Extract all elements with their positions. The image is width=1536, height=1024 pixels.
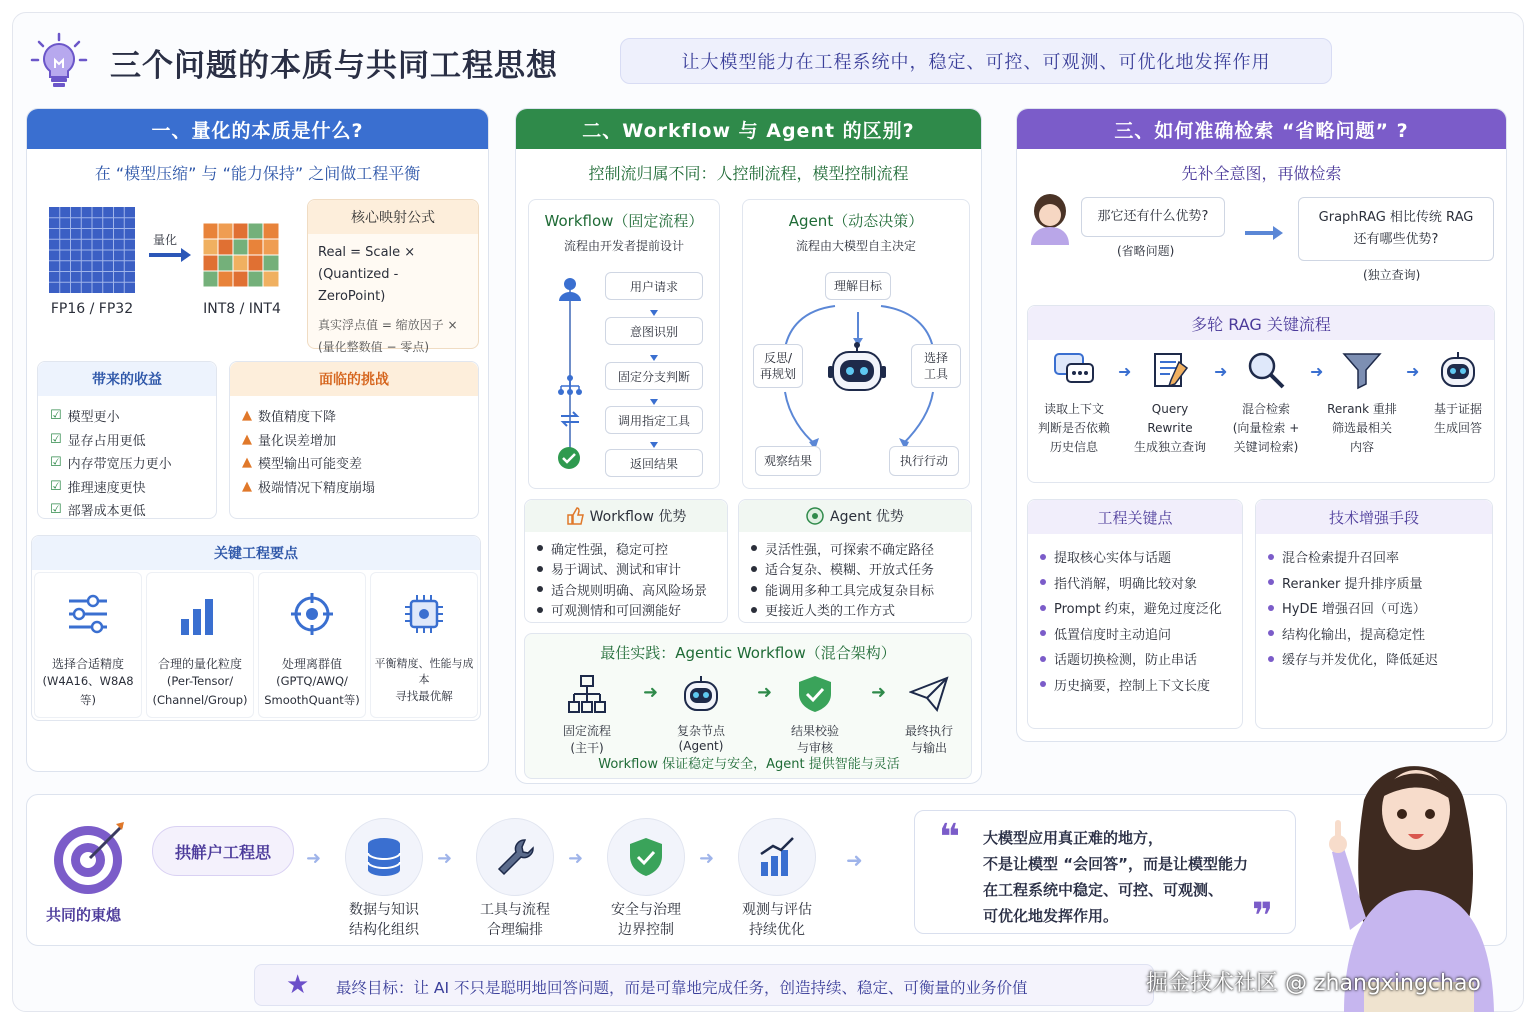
benefit-item [50, 451, 204, 475]
challenge-item [242, 475, 466, 499]
magnifier-icon [1224, 350, 1308, 396]
challenge-item [242, 404, 466, 428]
challenge-text: 极端情况下精度崩塌 [258, 480, 376, 496]
check-icon: ☑ [50, 478, 62, 494]
key-point-line-2: 寻找最优解 [395, 689, 453, 703]
best-step-line-2: (主干) [570, 741, 604, 755]
challenges-card [229, 361, 479, 519]
rag-flow-title: 多轮 RAG 关键流程 [1028, 306, 1494, 340]
agent-node-act: 执行行动 [889, 446, 959, 476]
best-step-line-2: (Agent) [678, 739, 724, 753]
target-icon [52, 820, 128, 896]
arrow-right-icon: ➜ [871, 682, 887, 703]
rag-step-line-3: 内容 [1349, 440, 1374, 454]
tagline-banner: 让大模型能力在工程系统中，稳定、可控、可观测、可优化地发挥作用 [620, 38, 1332, 84]
tech-enhance-item [1268, 621, 1480, 647]
key-point-item [34, 572, 142, 718]
rag-step [1032, 350, 1116, 457]
elliptical-note: (省略问题) [1117, 244, 1175, 258]
common-step-line-1: 数据与知识 [349, 902, 419, 918]
check-icon: ☑ [50, 431, 62, 447]
workflow-adv-item-text: 可观测情和可回溯能好 [551, 604, 682, 620]
engineering-points-list [1028, 534, 1242, 707]
formula-card [307, 199, 479, 354]
common-label: 共同的東熄 [46, 906, 122, 924]
elliptical-question-bubble: 那它还有什么优势? [1081, 197, 1225, 237]
workflow-panel [515, 108, 982, 784]
common-step-line-1: 观测与评估 [742, 902, 812, 918]
arrow-right-icon [1243, 223, 1287, 243]
tech-enhance-list [1256, 534, 1492, 682]
common-step-line-1: 安全与治理 [611, 902, 681, 918]
engineering-points-title: 工程关键点 [1028, 500, 1242, 534]
best-step-line-1: 最终执行 [904, 724, 953, 738]
page-title: 三个问题的本质与共同工程思想 [110, 48, 558, 84]
rag-flow-card [1027, 305, 1495, 483]
quote-line: 不是让模型 “会回答”，而是让模型能力 [983, 855, 1248, 873]
workflow-adv-title: Workflow 优势 [589, 509, 687, 525]
arrow-right-icon: ➜ [1118, 362, 1132, 381]
woman-avatar-icon [1027, 193, 1073, 245]
agent-sub: 流程由大模型自主决定 [795, 239, 916, 253]
close-quote-icon: ❞ [1251, 896, 1273, 937]
bullet-dot [1040, 579, 1046, 585]
workflow-subtitle: 控制流归属不同：人控制流程，模型控制流程 [588, 164, 909, 183]
benefit-item [50, 498, 204, 522]
quantization-heading: 一、量化的本质是什么? [27, 109, 488, 149]
agent-adv-title: Agent 优势 [830, 509, 904, 525]
warning-icon: ▲ [242, 431, 252, 447]
rag-step-line-1: 混合检索 [1241, 402, 1290, 416]
check-circle-icon [557, 446, 581, 470]
engineering-point-item-text: 话题切换检测，防止串话 [1054, 653, 1198, 669]
workflow-adv-item-text: 确定性强，稳定可控 [551, 542, 669, 558]
engineering-point-item [1040, 646, 1230, 672]
tech-enhance-item-text: Reranker 提升排序质量 [1282, 576, 1423, 592]
key-point-line-3: (Channel/Group) [152, 693, 248, 707]
check-icon: ☑ [50, 455, 62, 471]
bullet-dot [1040, 681, 1046, 687]
bullet-dot [537, 566, 543, 572]
best-step-line-1: 复杂节点 [676, 724, 725, 738]
wf-step-2: 意图识别 [605, 317, 703, 345]
bullet-dot [751, 566, 757, 572]
wf-step-1: 用户请求 [605, 272, 703, 300]
engineering-point-item [1040, 570, 1230, 596]
arrow-right-icon: ➜ [1214, 362, 1228, 381]
key-point-line-3: SmoothQuant等) [264, 693, 360, 707]
standalone-note: (独立查询) [1363, 268, 1421, 282]
challenge-text: 数值精度下降 [258, 410, 337, 426]
bullet-dot [1268, 605, 1274, 611]
agent-card [742, 199, 970, 489]
agent-node-reflect: 反思/ 再规划 [753, 344, 803, 388]
edit-document-icon [1128, 350, 1212, 396]
arrow-right-icon: ➜ [1406, 362, 1420, 381]
common-step [733, 818, 821, 940]
rag-step-line-3: 历史信息 [1049, 440, 1098, 454]
key-point-line-1: 平衡精度、性能与成本 [374, 657, 474, 686]
benefit-item [50, 404, 204, 428]
star-icon: ★ [286, 970, 310, 1000]
rag-step-line-1: 基于证据 [1433, 402, 1482, 416]
common-step-line-1: 工具与流程 [480, 902, 550, 918]
rag-flow-row [1028, 350, 1496, 480]
wf-step-4: 调用指定工具 [605, 406, 703, 434]
bullet-dot [751, 607, 757, 613]
best-practice-row [525, 674, 973, 756]
arrow-right-icon: ➜ [568, 848, 584, 869]
key-point-line-2: (GPTQ/AWQ/ [276, 674, 348, 688]
best-step-line-2: 与审核 [796, 741, 833, 755]
quantization-panel [26, 108, 489, 772]
workflow-adv-card [524, 499, 728, 623]
rag-step-line-2: 生成独立查询 [1133, 440, 1206, 454]
agent-node-select-tool: 选择 工具 [911, 344, 961, 388]
common-step [340, 818, 428, 940]
bullet-dot [1040, 656, 1046, 662]
bar-chart-icon [147, 591, 253, 645]
retrieval-subtitle: 先补全意图，再做检索 [1181, 164, 1342, 183]
formula-line-3: 真实浮点值 = 缩放因子 × [318, 318, 458, 332]
workflow-heading: 二、Workflow 与 Agent 的区别? [516, 109, 981, 149]
warning-icon: ▲ [242, 408, 252, 424]
best-step-line-1: 结果校验 [790, 724, 839, 738]
workflow-adv-item-text: 适合规则明确、高风险场景 [551, 583, 708, 599]
int-matrix-icon [203, 223, 279, 287]
formula-line-4: (量化整数值 − 零点) [318, 340, 430, 354]
benefit-text: 推理速度更快 [67, 480, 146, 496]
formula-line-1: Real = Scale × [318, 245, 416, 260]
tool-call-icon [557, 408, 583, 430]
warning-icon: ▲ [242, 455, 252, 471]
watermark: 掘金技术社区 @ zhangxingchao [1146, 971, 1481, 996]
goal-text: 最终目标：让 AI 不只是聪明地回答问题，而是可靠地完成任务，创造持续、稳定、可衡量的业务价值 [336, 979, 1028, 997]
bullet-dot [1268, 630, 1274, 636]
wf-step-3: 固定分支判断 [605, 362, 703, 390]
formula-title: 核心映射公式 [308, 200, 478, 234]
benefits-list [38, 396, 216, 530]
shield-check-icon [607, 818, 685, 896]
benefit-item [50, 475, 204, 499]
rag-step-line-2: (向量检索 + [1232, 421, 1300, 435]
workflow-adv-item [537, 600, 715, 621]
tech-enhance-item-text: 结构化输出，提高稳定性 [1282, 627, 1426, 643]
sliders-icon [35, 591, 141, 645]
key-points-row [32, 570, 480, 720]
challenge-item [242, 428, 466, 452]
challenge-text: 模型输出可能变差 [258, 457, 363, 473]
quote-text [983, 825, 1248, 929]
database-icon [345, 818, 423, 896]
chip-icon [371, 591, 477, 645]
quantization-subtitle: 在 “模型压缩” 与 “能力保持” 之间做工程平衡 [94, 164, 421, 183]
common-step-line-2: 持续优化 [749, 922, 805, 938]
lightbulb-icon [30, 32, 88, 90]
best-practice-title: 最佳实践：Agentic Workflow（混合架构） [600, 644, 896, 662]
engineering-point-item [1040, 621, 1230, 647]
paper-plane-icon [889, 674, 969, 718]
bullet-dot [1268, 554, 1274, 560]
workflow-fixed-sub: 流程由开发者提前设计 [563, 239, 684, 253]
key-points-card [31, 535, 481, 721]
bullet-dot [1268, 656, 1274, 662]
workflow-adv-list [525, 532, 727, 626]
tech-enhance-title: 技术增强手段 [1256, 500, 1492, 534]
agent-adv-card [738, 499, 972, 623]
formula-line-2: (Quantized - ZeroPoint) [318, 267, 399, 304]
funnel-icon [1320, 350, 1404, 396]
standalone-query-line-2: 还有哪些优势? [1353, 232, 1439, 247]
agent-adv-item-text: 灵活性强，可探索不确定路径 [765, 542, 935, 558]
rag-step [1224, 350, 1308, 457]
thumbs-up-icon [566, 507, 584, 525]
retrieval-panel [1016, 108, 1507, 742]
agent-title: Agent（动态决策） [788, 212, 924, 230]
agent-adv-item-text: 适合复杂、模糊、开放式任务 [765, 563, 935, 579]
rag-step-line-1: Query Rewrite [1147, 402, 1193, 435]
key-point-line-1: 处理离群值 [281, 657, 342, 671]
quote-line: 可优化地发挥作用。 [983, 907, 1119, 925]
tech-enhance-item [1268, 544, 1480, 570]
tech-enhance-item-text: HyDE 增强召回（可选） [1282, 602, 1426, 618]
challenges-list [230, 396, 478, 506]
bullet-dot [537, 607, 543, 613]
agent-node-understand: 理解目标 [825, 272, 891, 300]
engineering-point-item-text: 历史摘要，控制上下文长度 [1054, 678, 1211, 694]
wrench-icon [476, 818, 554, 896]
common-step-line-2: 边界控制 [618, 922, 674, 938]
workflow-fixed-title: Workflow（固定流程） [544, 212, 704, 230]
quote-line: 大模型应用真正难的地方， [983, 829, 1164, 847]
benefit-text: 内存带宽压力更小 [67, 457, 172, 473]
engineering-point-item [1040, 672, 1230, 698]
arrow-right-icon: ➜ [757, 682, 773, 703]
common-step-line-2: 合理编排 [487, 922, 543, 938]
down-arrows [647, 300, 661, 450]
benefit-text: 模型更小 [67, 410, 120, 426]
agent-adv-item [751, 600, 959, 621]
quote-line: 在工程系统中稳定、可控、可观测、 [983, 881, 1224, 899]
engineering-point-item-text: 指代消解，明确比较对象 [1054, 576, 1198, 592]
benefit-item [50, 428, 204, 452]
rag-step-line-3: 关键词检索) [1233, 440, 1299, 454]
arrow-right-icon: ➜ [846, 848, 863, 872]
quantize-arrow-label: 量化 [153, 233, 178, 247]
common-steps-row [300, 818, 900, 938]
workflow-adv-item [537, 579, 715, 600]
bullet-dot [537, 545, 543, 551]
tech-enhance-item-text: 混合检索提升召回率 [1282, 551, 1400, 567]
engineering-points-card [1027, 499, 1243, 729]
challenges-title: 面临的挑战 [230, 362, 478, 396]
hierarchy-icon [547, 674, 627, 718]
shield-check-icon [775, 674, 855, 718]
challenge-item [242, 451, 466, 475]
robot-icon [1416, 350, 1500, 396]
best-practice-step [889, 674, 969, 756]
bullet-dot [537, 586, 543, 592]
bullet-dot [1040, 605, 1046, 611]
best-practice-footer: Workflow 保证稳定与安全，Agent 提供智能与灵活 [598, 757, 900, 772]
key-point-line-1: 选择合适精度 [51, 657, 124, 671]
best-practice-card [524, 633, 972, 779]
agent-adv-item-text: 能调用多种工具完成复杂目标 [765, 583, 935, 599]
engineering-point-item-text: 提取核心实体与话题 [1054, 551, 1172, 567]
agent-adv-list [739, 532, 971, 626]
rag-step-line-2: 生成回答 [1433, 421, 1482, 435]
engineering-point-item-text: 低置信度时主动追问 [1054, 627, 1172, 643]
standalone-query-bubble [1298, 197, 1494, 261]
arrow-right-icon: ➜ [1310, 362, 1324, 381]
benefits-title: 带来的收益 [38, 362, 216, 396]
rag-step-line-1: Rerank 重排 [1327, 402, 1397, 416]
agent-adv-item [751, 538, 959, 559]
tech-enhance-item [1268, 570, 1480, 596]
bullet-dot [1040, 554, 1046, 560]
trend-chart-icon [738, 818, 816, 896]
chat-bubbles-icon [1032, 350, 1116, 396]
fp-label: FP16 / FP32 [50, 301, 134, 317]
best-practice-step [775, 674, 855, 756]
common-pill: 拱觧户工程思 [152, 826, 294, 876]
robot-icon [827, 342, 887, 396]
open-quote-icon: ❝ [939, 817, 961, 858]
bullet-dot [1040, 630, 1046, 636]
common-step-line-2: 结构化组织 [349, 922, 419, 938]
benefit-text: 显存占用更低 [67, 433, 146, 449]
tech-enhance-item [1268, 595, 1480, 621]
agent-adv-item [751, 579, 959, 600]
rag-step [1128, 350, 1212, 457]
arrow-right-icon: ➜ [699, 848, 715, 869]
key-point-item [258, 572, 366, 718]
key-point-line-1: 合理的量化粒度 [157, 657, 242, 671]
engineering-point-item [1040, 595, 1230, 621]
key-point-item [146, 572, 254, 718]
engineering-point-item-text: Prompt 约束，避免过度泛化 [1054, 602, 1222, 618]
best-step-line-1: 固定流程 [562, 724, 611, 738]
crosshair-icon [259, 591, 365, 645]
rag-step-line-2: 判断是否依赖 [1037, 421, 1110, 435]
tech-enhance-card [1255, 499, 1493, 729]
bullet-dot [751, 586, 757, 592]
agent-adv-item-text: 更接近人类的工作方式 [765, 604, 896, 620]
tech-enhance-item [1268, 646, 1480, 672]
key-point-line-2: (W4A16、W8A8等) [42, 674, 134, 707]
robot-icon [661, 674, 741, 718]
quote-card [914, 810, 1296, 937]
fp-matrix-icon [49, 207, 135, 293]
wf-step-5: 返回结果 [605, 449, 703, 477]
warning-icon: ▲ [242, 478, 252, 494]
key-points-title: 关键工程要点 [32, 536, 480, 570]
key-point-item [370, 572, 478, 718]
workflow-adv-item-text: 易于调试、测试和审计 [551, 563, 682, 579]
check-icon: ☑ [50, 408, 62, 424]
workflow-fixed-card [528, 199, 720, 489]
best-practice-step [661, 674, 741, 753]
standalone-query-line-1: GraphRAG 相比传统 RAG [1318, 210, 1474, 225]
rag-step-line-1: 读取上下文 [1043, 402, 1104, 416]
arrow-right-icon: ➜ [643, 682, 659, 703]
engineering-point-item [1040, 544, 1230, 570]
agent-adv-item [751, 559, 959, 580]
branch-icon [557, 374, 583, 396]
arrow-right-icon: ➜ [306, 848, 322, 869]
user-icon [557, 276, 583, 302]
arrow-right-icon: ➜ [437, 848, 453, 869]
key-point-line-2: (Per-Tensor/ [166, 674, 234, 688]
agent-node-observe: 观察结果 [755, 446, 821, 476]
benefits-card [37, 361, 217, 519]
rag-step-line-2: 筛选最相关 [1331, 421, 1392, 435]
tech-enhance-item-text: 缓存与并发优化，降低延迟 [1282, 653, 1439, 669]
flow-line [569, 280, 571, 460]
bullet-dot [1268, 579, 1274, 585]
challenge-text: 量化误差增加 [258, 433, 337, 449]
rag-step [1320, 350, 1404, 457]
common-step [471, 818, 559, 940]
workflow-adv-item [537, 559, 715, 580]
int-label: INT8 / INT4 [203, 301, 281, 317]
rag-step [1416, 350, 1500, 438]
arrow-right-icon [147, 247, 193, 263]
agent-badge-icon [806, 507, 824, 525]
best-step-line-2: 与输出 [910, 741, 947, 755]
common-step [602, 818, 690, 940]
best-practice-step [547, 674, 627, 756]
workflow-adv-item [537, 538, 715, 559]
bullet-dot [751, 545, 757, 551]
benefit-text: 部署成本更低 [67, 504, 146, 520]
retrieval-heading: 三、如何准确检索 “省略问题” ? [1017, 109, 1506, 149]
check-icon: ☑ [50, 502, 62, 518]
